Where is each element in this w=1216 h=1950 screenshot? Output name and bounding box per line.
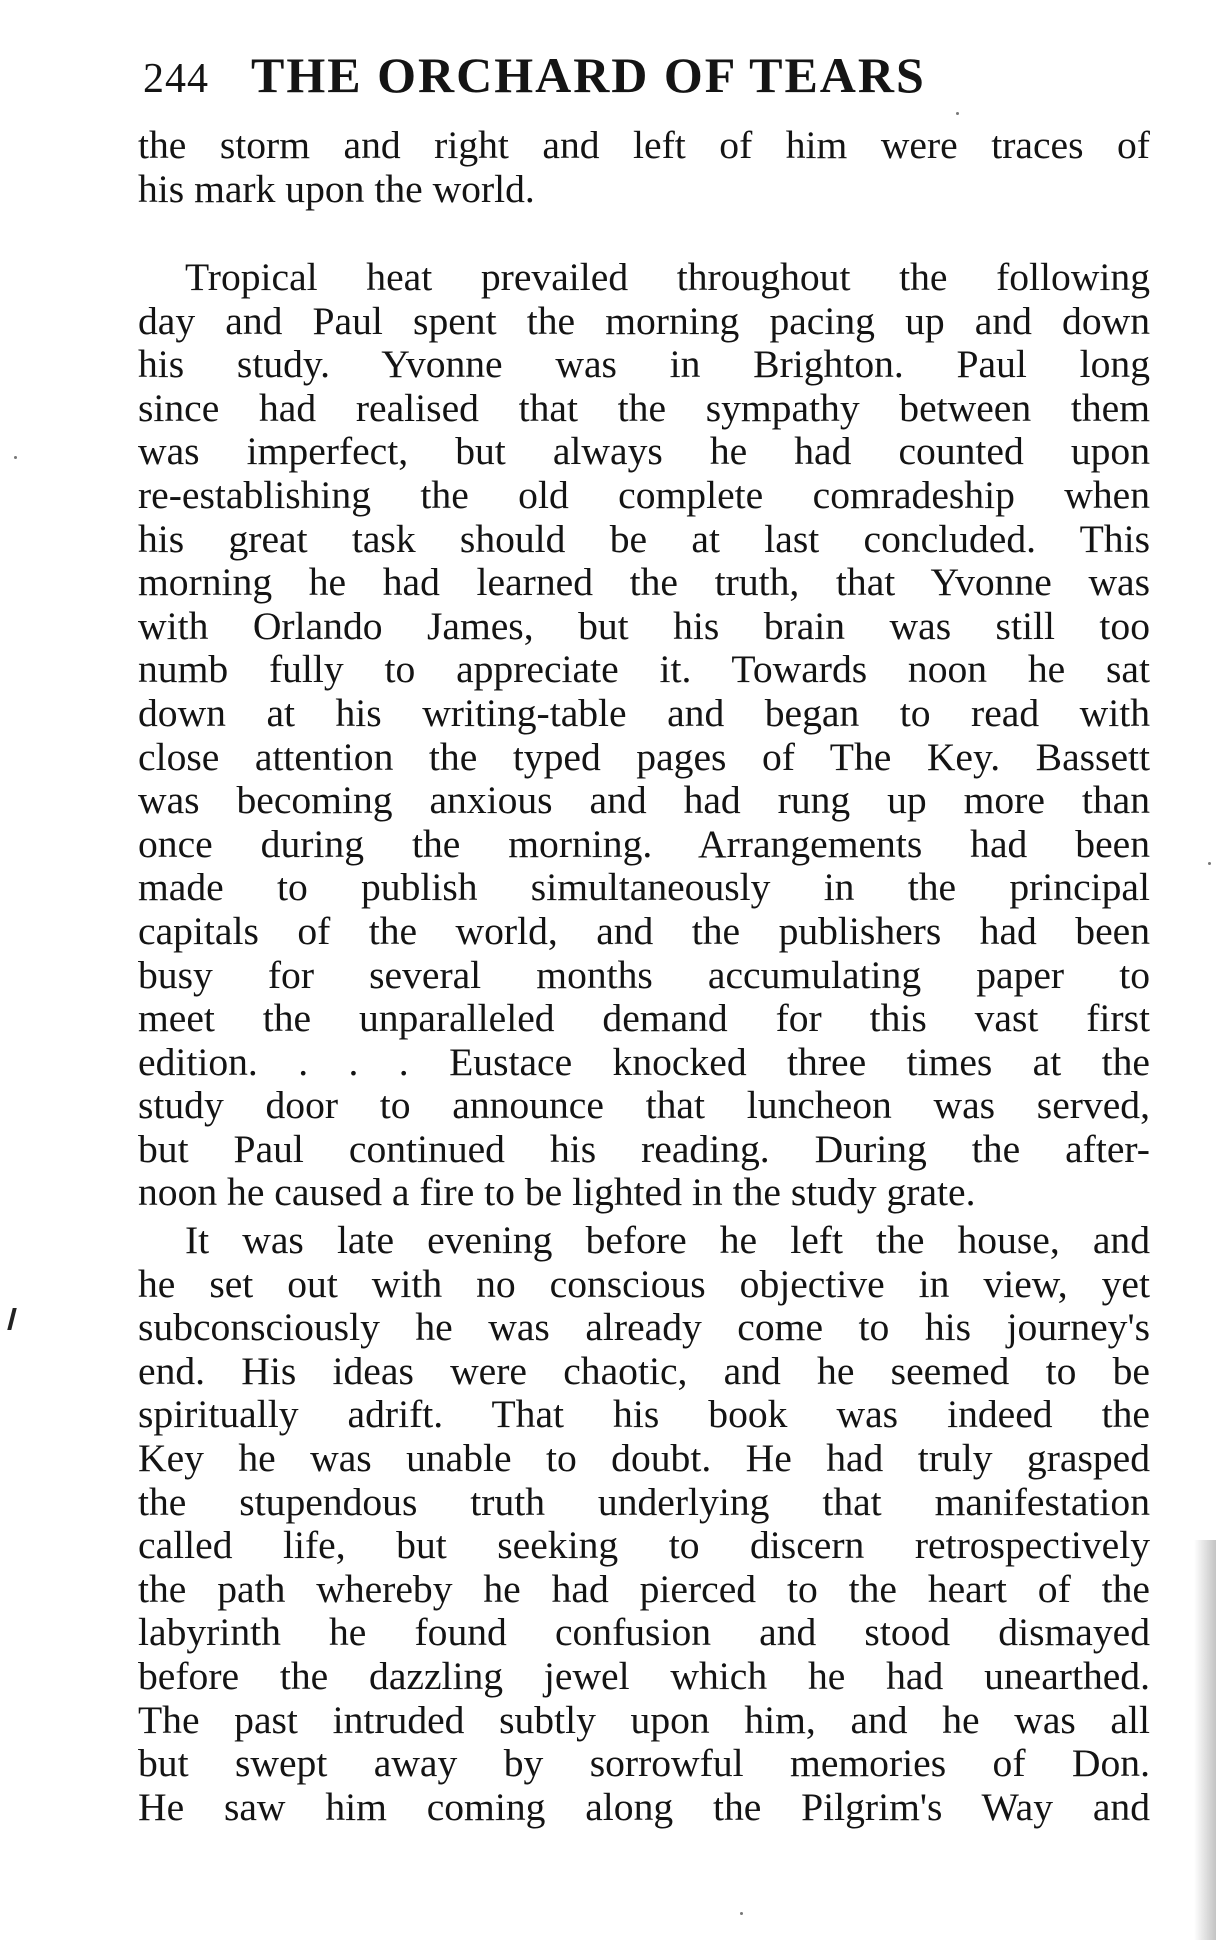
text-line: but Paul continued his reading. During the after-	[138, 1126, 1150, 1171]
text-line: numb fully to appreciate it. Towards noon he sat	[138, 647, 1150, 692]
scan-speck	[740, 1912, 743, 1915]
text-line: Key he was unable to doubt. He had truly grasped	[138, 1435, 1150, 1480]
text-line: meet the unparalleled demand for this vast first	[138, 996, 1150, 1041]
text-line: study door to announce that luncheon was served,	[138, 1083, 1150, 1128]
paragraph-continuation	[138, 124, 1150, 211]
text-line: made to publish simultaneously in the principal	[138, 865, 1150, 910]
paragraph-tropical-heat	[138, 256, 1150, 1215]
text-line: his mark upon the world.	[138, 166, 535, 211]
text-line: was becoming anxious and had rung up more than	[138, 778, 1150, 823]
text-line: with Orlando James, but his brain was still too	[138, 603, 1150, 648]
text-line: morning he had learned the truth, that Yvonne was	[138, 560, 1150, 605]
paragraph-late-evening	[138, 1219, 1150, 1829]
text-line: he set out with no conscious objective in view, yet	[138, 1261, 1150, 1306]
scan-speck	[1208, 862, 1211, 865]
text-line: edition. . . . Eustace knocked three times at the	[138, 1039, 1150, 1084]
text-line: He saw him coming along the Pilgrim's Way and	[138, 1784, 1150, 1829]
text-line: close attention the typed pages of The Key. Bassett	[138, 734, 1150, 779]
text-line: the stupendous truth underlying that manifestation	[138, 1479, 1150, 1524]
text-line: busy for several months accumulating paper to	[138, 952, 1150, 997]
text-line: It was late evening before he left the house, and	[185, 1218, 1150, 1262]
text-line: noon he caused a fire to be lighted in the study grate.	[138, 1170, 976, 1215]
text-line: before the dazzling jewel which he had unearthed.	[138, 1653, 1150, 1698]
text-line: but swept away by sorrowful memories of Don.	[138, 1741, 1150, 1786]
text-line: The past intruded subtly upon him, and he was all	[138, 1697, 1150, 1742]
page-header	[143, 46, 1153, 112]
text-line: once during the morning. Arrangements had been	[138, 821, 1150, 866]
text-line: his great task should be at last concluded. This	[138, 516, 1150, 561]
text-line: the storm and right and left of him were traces of	[138, 123, 1150, 167]
text-line: since had realised that the sympathy between them	[138, 385, 1150, 430]
margin-ink-mark	[7, 1308, 16, 1330]
text-line: called life, but seeking to discern retrospectively	[138, 1523, 1150, 1568]
text-line: was imperfect, but always he had counted upon	[138, 429, 1150, 474]
text-line: capitals of the world, and the publishers had been	[138, 908, 1150, 953]
scan-speck	[14, 456, 17, 459]
text-line: Tropical heat prevailed throughout the following	[185, 255, 1150, 299]
text-line: day and Paul spent the morning pacing up and down	[138, 298, 1150, 343]
text-line: spiritually adrift. That his book was indeed the	[138, 1392, 1150, 1437]
running-title: THE ORCHARD OF TEARS	[251, 47, 926, 103]
page-edge-shadow	[1194, 1540, 1216, 1940]
text-line: subconsciously he was already come to his journey's	[138, 1305, 1150, 1350]
text-line: his study. Yvonne was in Brighton. Paul long	[138, 342, 1150, 387]
page-number: 244	[143, 56, 209, 102]
text-line: down at his writing-table and began to read with	[138, 690, 1150, 735]
scan-speck	[956, 112, 959, 115]
text-line: end. His ideas were chaotic, and he seemed to be	[138, 1348, 1150, 1393]
text-line: labyrinth he found confusion and stood dismayed	[138, 1610, 1150, 1655]
text-line: re-establishing the old complete comradeship when	[138, 472, 1150, 517]
text-line: the path whereby he had pierced to the heart of the	[138, 1566, 1150, 1611]
